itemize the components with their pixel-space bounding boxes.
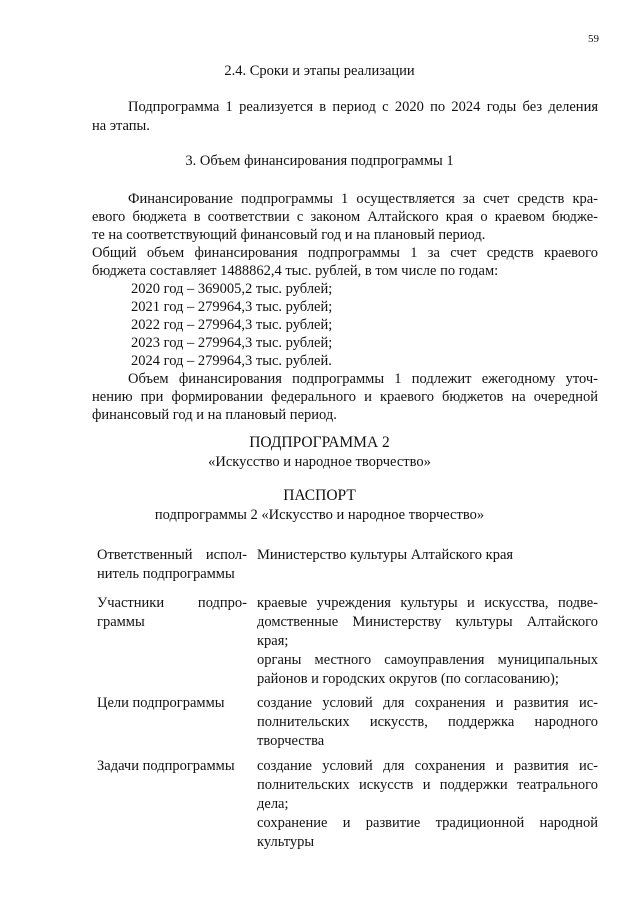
year-line: 2023 год – 279964,3 тыс. рублей; <box>131 335 333 351</box>
passport-title: ПАСПОРТ <box>283 487 356 504</box>
passport-value-participants <box>257 594 598 689</box>
paragraph-line: евого бюджета в соответствии с законом Алтайского края о краевом бюдже- <box>92 209 598 225</box>
label-line: Участники подпро- <box>97 595 247 611</box>
subprogram-title: ПОДПРОГРАММА 2 <box>249 434 390 451</box>
year-line: 2021 год – 279964,3 тыс. рублей; <box>131 299 333 315</box>
label-line: граммы <box>97 614 145 630</box>
label-line: Цели подпрограммы <box>97 695 225 711</box>
section-2-4-line: Подпрограмма 1 реализуется в период с 2020 по 2024 годы без деления <box>128 99 598 115</box>
passport-value-goals <box>257 694 598 751</box>
passport-value-tasks <box>257 757 598 852</box>
value-line: края; <box>257 633 289 649</box>
passport-value-responsible <box>257 546 598 565</box>
value-line: создание условий для сохранения и развития ис- <box>257 695 598 711</box>
value-line: полнительских искусств, поддержка народного <box>257 714 598 730</box>
passport-label-responsible <box>97 546 247 584</box>
section-2-4-heading: 2.4. Сроки и этапы реализации <box>224 63 415 79</box>
section-3-heading: 3. Объем финансирования подпрограммы 1 <box>185 153 454 169</box>
value-line: домственные Министерству культуры Алтайского <box>257 614 598 630</box>
passport-label-tasks <box>97 757 247 776</box>
passport-subtitle: подпрограммы 2 «Искусство и народное творчество» <box>154 507 485 523</box>
value-line: районов и городских округов (по согласованию); <box>257 671 559 687</box>
value-line: Министерство культуры Алтайского края <box>257 547 514 563</box>
subprogram-subtitle: «Искусство и народное творчество» <box>208 454 431 470</box>
passport-label-goals <box>97 694 247 713</box>
paragraph-line: Объем финансирования подпрограммы 1 подлежит ежегодному уточ- <box>128 371 598 387</box>
label-line: Ответственный испол- <box>97 547 247 563</box>
year-line: 2024 год – 279964,3 тыс. рублей. <box>131 353 332 369</box>
value-line: культуры <box>257 834 315 850</box>
value-line: сохранение и развитие традиционной народной <box>257 815 598 831</box>
paragraph-line: бюджета составляет 1488862,4 тыс. рублей, в том числе по годам: <box>92 263 499 279</box>
value-line: краевые учреждения культуры и искусства, подве- <box>257 595 598 611</box>
paragraph-line: те на соответствующий финансовый год и на плановый период. <box>92 227 486 243</box>
year-line: 2022 год – 279964,3 тыс. рублей; <box>131 317 333 333</box>
paragraph-line: нению при формировании федерального и краевого бюджетов на очередной <box>92 389 598 405</box>
paragraph-line: Общий объем финансирования подпрограммы 1 за счет средств краевого <box>92 245 598 261</box>
value-line: дела; <box>257 796 289 812</box>
value-line: создание условий для сохранения и развития ис- <box>257 758 598 774</box>
label-line: нитель подпрограммы <box>97 566 235 582</box>
value-line: органы местного самоуправления муниципальных <box>257 652 598 668</box>
label-line: Задачи подпрограммы <box>97 758 235 774</box>
page-number: 59 <box>588 33 599 45</box>
paragraph-line: финансовый год и на плановый период. <box>92 407 337 423</box>
value-line: полнительских искусств и поддержки театрального <box>257 777 598 793</box>
section-2-4-line: на этапы. <box>92 118 150 134</box>
year-line: 2020 год – 369005,2 тыс. рублей; <box>131 281 333 297</box>
passport-label-participants <box>97 594 247 632</box>
paragraph-line: Финансирование подпрограммы 1 осуществляется за счет средств кра- <box>128 191 598 207</box>
value-line: творчества <box>257 733 325 749</box>
